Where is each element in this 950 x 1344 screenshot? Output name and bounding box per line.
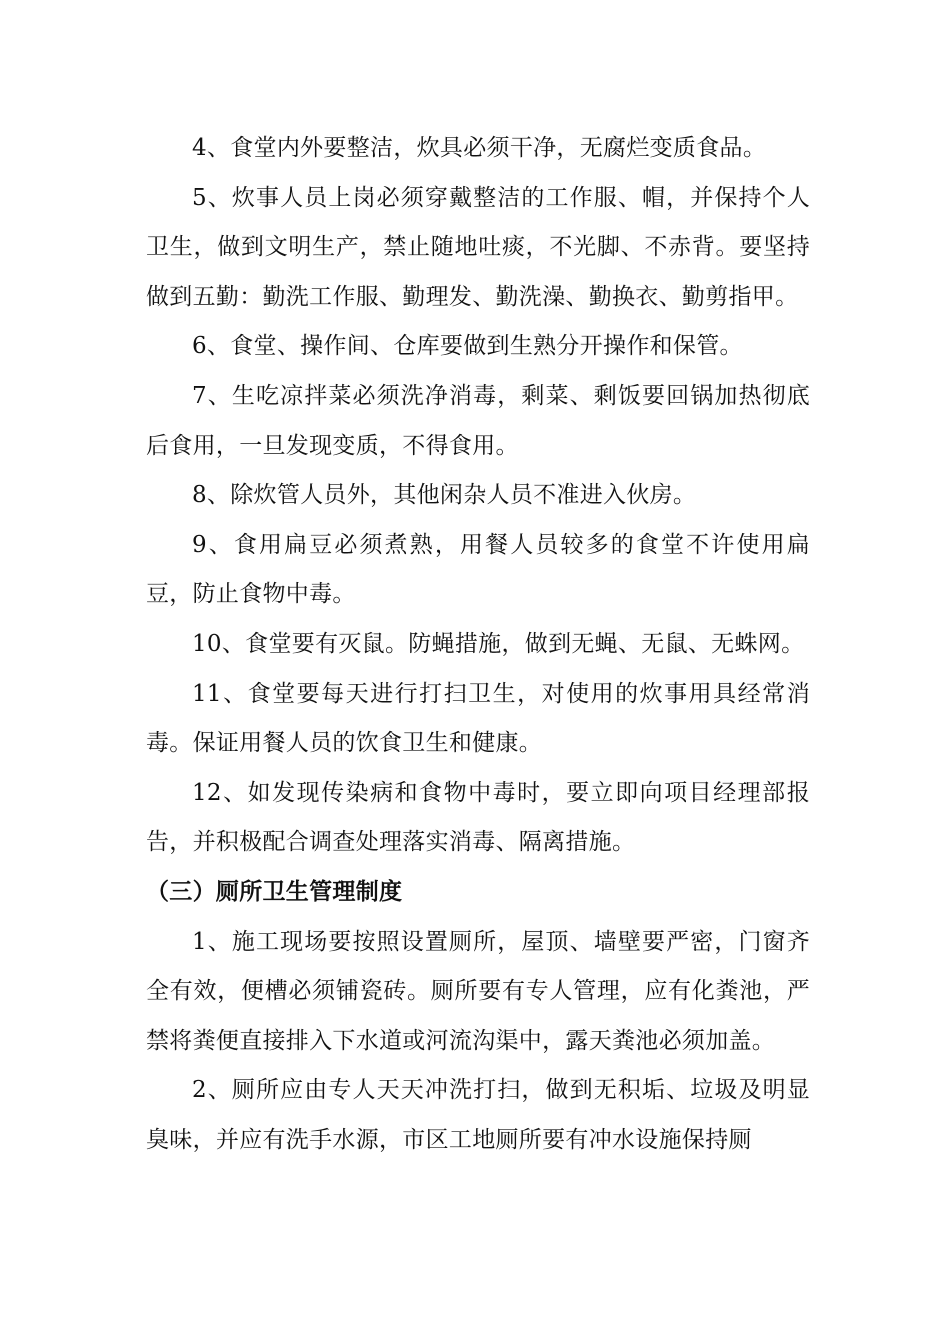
paragraph-item-10: 10、食堂要有灭鼠。防蝇措施，做到无蝇、无鼠、无蛛网。 bbox=[192, 630, 805, 657]
paragraph-item-6: 6、食堂、操作间、仓库要做到生熟分开操作和保管。 bbox=[192, 333, 743, 360]
paragraph-item-9: 9、食用扁豆必须煮熟，用餐人员较多的食堂不许使用扁豆，防止食物中毒。 bbox=[146, 531, 810, 608]
section-heading: （三）厕所卫生管理制度 bbox=[146, 878, 403, 905]
paragraph-item-5: 5、炊事人员上岗必须穿戴整洁的工作服、帽，并保持个人卫生，做到文明生产，禁止随地吐痰，不光脚、不赤背。要坚持做到五勤：勤洗工作服、勤理发、勤洗澡、勤换衣、勤剪指甲。 bbox=[146, 184, 810, 310]
paragraph-item-8: 8、除炊管人员外，其他闲杂人员不准进入伙房。 bbox=[192, 482, 697, 509]
toilet-paragraph-item-1: 1、施工现场要按照设置厕所，屋顶、墙壁要严密，门窗齐全有效，便槽必须铺瓷砖。厕所要有专人管理，应有化粪池，严禁将粪便直接排入下水道或河流沟渠中，露天粪池必须加盖。 bbox=[146, 928, 810, 1054]
paragraph-item-11: 11、食堂要每天进行打扫卫生，对使用的炊事用具经常消毒。保证用餐人员的饮食卫生和健康。 bbox=[146, 680, 810, 757]
paragraph-item-7: 7、生吃凉拌菜必须洗净消毒，剩菜、剩饭要回锅加热彻底后食用，一旦发现变质，不得食用。 bbox=[146, 382, 810, 459]
paragraph-item-4: 4、食堂内外要整洁，炊具必须干净，无腐烂变质食品。 bbox=[192, 135, 767, 161]
paragraph-item-12: 12、如发现传染病和食物中毒时，要立即向项目经理部报告，并积极配合调查处理落实消毒、隔离措施。 bbox=[146, 779, 810, 856]
document-page bbox=[146, 124, 810, 1165]
toilet-paragraph-item-2: 2、厕所应由专人天天冲洗打扫，做到无积垢、垃圾及明显臭味，并应有洗手水源，市区工地厕所要有冲水设施保持厕 bbox=[146, 1077, 810, 1153]
